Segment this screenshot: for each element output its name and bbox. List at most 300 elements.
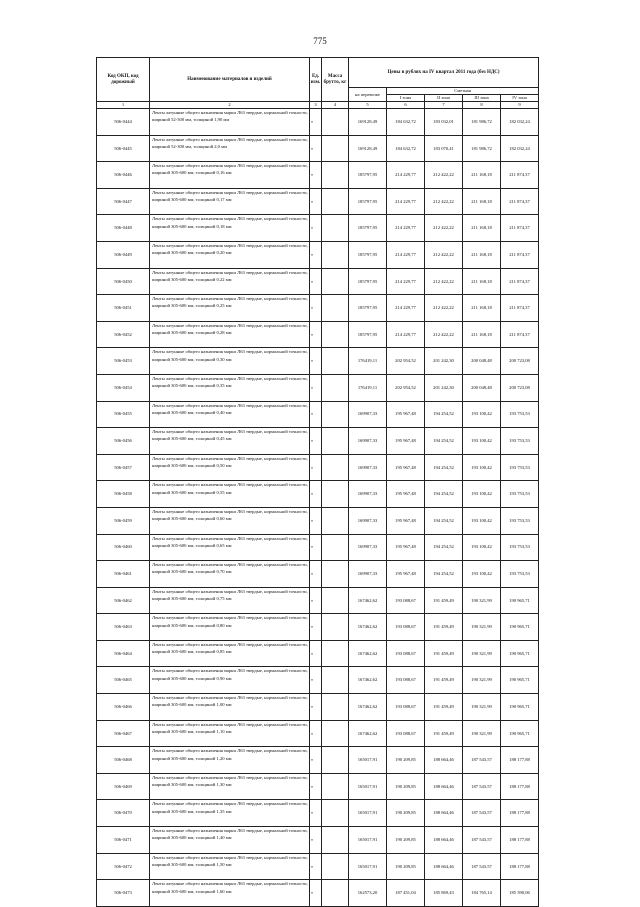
row-zone-1-price: 195 967,48 (387, 401, 425, 428)
row-mass (322, 880, 349, 907)
table-row (97, 454, 539, 481)
row-zone-3-price: 190 321,99 (463, 694, 501, 721)
row-name: Ленты латунные общего назначения марки Л63 твердые, нормальной точности, шириной 305-600 мм, толщиной 0,17 мм (150, 188, 310, 215)
row-zone-3-price: 187 543,57 (463, 853, 501, 880)
row-zone-2-price: 191 459,49 (425, 720, 463, 747)
table-row (97, 135, 539, 162)
row-mass (322, 800, 349, 827)
row-base-price: 165017,91 (349, 827, 387, 854)
row-zone-3-price: 187 543,57 (463, 827, 501, 854)
row-code: 506-0446 (97, 162, 150, 189)
row-code: 506-0449 (97, 241, 150, 268)
row-code: 506-0464 (97, 640, 150, 667)
row-unit: т (310, 188, 322, 215)
row-name: Ленты латунные общего назначения марки Л63 твердые, нормальной точности, шириной 305-600 мм, толщиной 0,20 мм (150, 241, 310, 268)
row-zone-2-price: 191 459,49 (425, 694, 463, 721)
row-zone-1-price: 214 229,77 (387, 215, 425, 242)
row-name: Ленты латунные общего назначения марки Л63 твердые, нормальной точности, шириной 305-600 мм, толщиной 0,55 мм (150, 481, 310, 508)
row-zone-4-price: 200 723,08 (501, 374, 539, 401)
row-name: Ленты латунные общего назначения марки Л63 твердые, нормальной точности, шириной 305-600 мм, толщиной 0,50 мм (150, 454, 310, 481)
table-row (97, 507, 539, 534)
column-number: 5 (349, 102, 387, 109)
row-name: Ленты латунные общего назначения марки Л63 твердые, нормальной точности, шириной 305-600 мм, толщиной 0,28 мм (150, 321, 310, 348)
row-zone-2-price: 212 422,22 (425, 268, 463, 295)
table-row (97, 374, 539, 401)
row-zone-1-price: 195 967,48 (387, 454, 425, 481)
row-zone-4-price: 193 753,53 (501, 534, 539, 561)
row-name: Ленты латунные общего назначения марки Л63 твердые, нормальной точности, шириной 305-600 мм, толщиной 0,85 мм (150, 640, 310, 667)
row-base-price: 176419,11 (349, 374, 387, 401)
row-zone-1-price: 195 967,48 (387, 534, 425, 561)
row-unit: т (310, 268, 322, 295)
header-price-group: Цены в рублях на IV квартал 2011 года (без НДС) (349, 58, 539, 88)
row-base-price: 165017,91 (349, 800, 387, 827)
row-base-price: 169128,49 (349, 135, 387, 162)
row-zone-4-price: 188 177,88 (501, 800, 539, 827)
row-zone-2-price: 185 869,43 (425, 880, 463, 907)
row-name: Ленты латунные общего назначения марки Л63 твердые, нормальной точности, шириной 305-600 мм, толщиной 1,40 мм (150, 827, 310, 854)
row-zone-4-price: 193 753,53 (501, 428, 539, 455)
row-name: Ленты латунные общего назначения марки Л63 твердые, нормальной точности, шириной 305-600 мм, толщиной 0,65 мм (150, 534, 310, 561)
row-zone-2-price: 194 254,52 (425, 561, 463, 588)
row-mass (322, 720, 349, 747)
row-name: Ленты латунные общего назначения марки Л63 твердые, нормальной точности, шириной 305-600 мм, толщиной 0,16 мм (150, 162, 310, 189)
table-row (97, 534, 539, 561)
column-number: 6 (387, 102, 425, 109)
column-number: 3 (310, 102, 322, 109)
row-zone-3-price: 211 168,18 (463, 188, 501, 215)
row-unit: т (310, 507, 322, 534)
row-unit: т (310, 694, 322, 721)
row-code: 506-0455 (97, 401, 150, 428)
row-zone-1-price: 195 967,48 (387, 428, 425, 455)
table-row (97, 321, 539, 348)
row-mass (322, 534, 349, 561)
row-zone-2-price: 188 664,46 (425, 773, 463, 800)
row-name: Ленты латунные общего назначения марки Л63 твердые, нормальной точности, шириной 305-600 мм, толщиной 0,90 мм (150, 667, 310, 694)
row-name: Ленты латунные общего назначения марки Л63 твердые, нормальной точности, шириной 305-600 мм, толщиной 1,20 мм (150, 747, 310, 774)
table-row (97, 295, 539, 322)
row-zone-2-price: 188 664,46 (425, 827, 463, 854)
row-zone-3-price: 181 986,72 (463, 109, 501, 136)
row-zone-4-price: 190 965,71 (501, 640, 539, 667)
row-code: 506-0456 (97, 428, 150, 455)
column-number: 7 (425, 102, 463, 109)
row-unit: т (310, 321, 322, 348)
row-mass (322, 162, 349, 189)
row-zone-3-price: 193 100,42 (463, 428, 501, 455)
row-zone-3-price: 211 168,18 (463, 295, 501, 322)
row-zone-3-price: 211 168,18 (463, 215, 501, 242)
price-table (96, 57, 539, 907)
row-zone-2-price: 191 459,49 (425, 587, 463, 614)
row-zone-2-price: 201 242,30 (425, 348, 463, 375)
row-mass (322, 481, 349, 508)
table-row (97, 401, 539, 428)
table-row (97, 827, 539, 854)
row-name: Ленты латунные общего назначения марки Л63 твердые, нормальной точности, шириной 305-600 мм, толщиной 0,40 мм (150, 401, 310, 428)
row-zone-1-price: 190 209,85 (387, 853, 425, 880)
row-name: Ленты латунные общего назначения марки Л63 твердые, нормальной точности, шириной 305-600 мм, толщиной 0,30 мм (150, 348, 310, 375)
row-code: 506-0466 (97, 694, 150, 721)
row-mass (322, 295, 349, 322)
row-zone-4-price: 190 965,71 (501, 614, 539, 641)
table-row (97, 773, 539, 800)
row-zone-2-price: 201 242,30 (425, 374, 463, 401)
row-zone-3-price: 190 321,99 (463, 720, 501, 747)
table-row (97, 162, 539, 189)
row-zone-3-price: 190 321,99 (463, 614, 501, 641)
row-zone-2-price: 191 459,49 (425, 640, 463, 667)
row-base-price: 167462,62 (349, 720, 387, 747)
row-zone-2-price: 212 422,22 (425, 321, 463, 348)
column-number: 2 (150, 102, 310, 109)
row-zone-3-price: 187 543,57 (463, 800, 501, 827)
row-zone-2-price: 194 254,52 (425, 534, 463, 561)
table-row (97, 481, 539, 508)
row-unit: т (310, 374, 322, 401)
row-code: 506-0457 (97, 454, 150, 481)
row-code: 506-0471 (97, 827, 150, 854)
row-zone-3-price: 211 168,18 (463, 162, 501, 189)
row-code: 506-0448 (97, 215, 150, 242)
table-row (97, 694, 539, 721)
row-mass (322, 561, 349, 588)
row-mass (322, 215, 349, 242)
row-mass (322, 188, 349, 215)
row-name: Ленты латунные общего назначения марки Л63 твердые, нормальной точности, шириной 305-600 мм, толщиной 1,00 мм (150, 694, 310, 721)
header-zone-3: III зона (463, 95, 501, 102)
row-zone-3-price: 190 321,99 (463, 667, 501, 694)
row-name: Ленты латунные общего назначения марки Л63 твердые, нормальной точности, шириной 52-300 мм, толщиной 1,90 мм (150, 109, 310, 136)
row-name: Ленты латунные общего назначения марки Л63 твердые, нормальной точности, шириной 305-600 мм, толщиной 0,35 мм (150, 374, 310, 401)
row-base-price: 169907,33 (349, 481, 387, 508)
row-unit: т (310, 667, 322, 694)
row-zone-4-price: 188 177,88 (501, 747, 539, 774)
row-zone-1-price: 190 209,85 (387, 827, 425, 854)
row-zone-1-price: 193 088,67 (387, 614, 425, 641)
table-body (97, 109, 539, 907)
table-row (97, 667, 539, 694)
row-code: 506-0453 (97, 348, 150, 375)
row-code: 506-0468 (97, 747, 150, 774)
row-code: 506-0463 (97, 614, 150, 641)
row-zone-4-price: 211 874,37 (501, 295, 539, 322)
row-name: Ленты латунные общего назначения марки Л63 твердые, нормальной точности, шириной 305-600 мм, толщиной 1,30 мм (150, 773, 310, 800)
row-code: 506-0469 (97, 773, 150, 800)
row-code: 506-0459 (97, 507, 150, 534)
row-zone-1-price: 202 954,52 (387, 374, 425, 401)
row-mass (322, 827, 349, 854)
row-zone-4-price: 211 874,37 (501, 188, 539, 215)
header-code: Код ОКП, код дорожный (97, 58, 150, 102)
row-code: 506-0458 (97, 481, 150, 508)
row-zone-1-price: 193 088,67 (387, 720, 425, 747)
row-zone-2-price: 188 664,46 (425, 853, 463, 880)
row-unit: т (310, 428, 322, 455)
row-zone-3-price: 193 100,42 (463, 481, 501, 508)
row-zone-4-price: 211 874,37 (501, 215, 539, 242)
row-zone-1-price: 195 967,48 (387, 561, 425, 588)
row-name: Ленты латунные общего назначения марки Л63 твердые, нормальной точности, шириной 305-600 мм, толщиной 1,35 мм (150, 800, 310, 827)
row-code: 506-0444 (97, 109, 150, 136)
row-unit: т (310, 109, 322, 136)
row-code: 506-0461 (97, 561, 150, 588)
row-zone-1-price: 214 229,77 (387, 295, 425, 322)
table-row (97, 720, 539, 747)
row-name: Ленты латунные общего назначения марки Л63 твердые, нормальной точности, шириной 305-600 мм, толщиной 0,22 мм (150, 268, 310, 295)
row-zone-3-price: 200 048,48 (463, 348, 501, 375)
table-row (97, 880, 539, 907)
row-name: Ленты латунные общего назначения марки Л63 твердые, нормальной точности, шириной 52-300 мм, толщиной 2,0 мм (150, 135, 310, 162)
row-name: Ленты латунные общего назначения марки Л63 твердые, нормальной точности, шириной 305-600 мм, толщиной 0,60 мм (150, 507, 310, 534)
row-zone-4-price: 190 965,71 (501, 667, 539, 694)
row-zone-1-price: 214 229,77 (387, 321, 425, 348)
header-zone-1: I зона (387, 95, 425, 102)
row-base-price: 165017,91 (349, 853, 387, 880)
row-unit: т (310, 853, 322, 880)
row-unit: т (310, 587, 322, 614)
row-base-price: 169907,33 (349, 507, 387, 534)
row-zone-4-price: 211 874,37 (501, 241, 539, 268)
row-zone-1-price: 195 967,48 (387, 481, 425, 508)
row-zone-4-price: 193 753,53 (501, 454, 539, 481)
table-row (97, 428, 539, 455)
row-zone-1-price: 184 632,72 (387, 109, 425, 136)
row-zone-2-price: 191 459,49 (425, 667, 463, 694)
row-base-price: 165017,91 (349, 747, 387, 774)
row-zone-1-price: 214 229,77 (387, 188, 425, 215)
row-code: 506-0465 (97, 667, 150, 694)
row-base-price: 185797,95 (349, 188, 387, 215)
row-zone-2-price: 212 422,22 (425, 241, 463, 268)
row-base-price: 167462,62 (349, 640, 387, 667)
column-number-row (97, 102, 539, 109)
row-zone-4-price: 190 965,71 (501, 694, 539, 721)
row-zone-1-price: 190 209,85 (387, 773, 425, 800)
row-base-price: 185797,95 (349, 295, 387, 322)
table-row (97, 109, 539, 136)
row-unit: т (310, 241, 322, 268)
row-base-price: 169907,33 (349, 454, 387, 481)
row-zone-2-price: 212 422,22 (425, 215, 463, 242)
header-base: на перевозке (349, 88, 387, 102)
row-zone-1-price: 193 088,67 (387, 694, 425, 721)
row-mass (322, 773, 349, 800)
row-mass (322, 614, 349, 641)
row-base-price: 185797,95 (349, 215, 387, 242)
header-name: Наименование материалов и изделий (150, 58, 310, 102)
header-unit: Ед. изм. (310, 58, 322, 102)
row-unit: т (310, 348, 322, 375)
row-code: 506-0472 (97, 853, 150, 880)
row-zone-3-price: 193 100,42 (463, 507, 501, 534)
row-zone-4-price: 193 753,53 (501, 507, 539, 534)
row-zone-1-price: 202 954,52 (387, 348, 425, 375)
row-mass (322, 507, 349, 534)
row-unit: т (310, 640, 322, 667)
row-zone-2-price: 194 254,52 (425, 481, 463, 508)
row-zone-4-price: 188 177,88 (501, 827, 539, 854)
row-code: 506-0452 (97, 321, 150, 348)
row-base-price: 185797,95 (349, 162, 387, 189)
row-zone-3-price: 187 543,57 (463, 747, 501, 774)
row-code: 506-0450 (97, 268, 150, 295)
row-zone-1-price: 193 088,67 (387, 667, 425, 694)
row-unit: т (310, 880, 322, 907)
row-zone-3-price: 193 100,42 (463, 561, 501, 588)
row-code: 506-0447 (97, 188, 150, 215)
row-code: 506-0460 (97, 534, 150, 561)
row-name: Ленты латунные общего назначения марки Л63 твердые, нормальной точности, шириной 305-600 мм, толщиной 0,70 мм (150, 561, 310, 588)
row-zone-4-price: 193 753,53 (501, 481, 539, 508)
row-zone-2-price: 188 664,46 (425, 747, 463, 774)
row-mass (322, 268, 349, 295)
page-number: 775 (313, 36, 327, 46)
row-code: 506-0454 (97, 374, 150, 401)
row-zone-1-price: 193 088,67 (387, 587, 425, 614)
row-zone-1-price: 214 229,77 (387, 268, 425, 295)
row-zone-3-price: 211 168,18 (463, 268, 501, 295)
row-unit: т (310, 614, 322, 641)
row-zone-4-price: 182 032,24 (501, 135, 539, 162)
row-code: 506-0470 (97, 800, 150, 827)
row-unit: т (310, 481, 322, 508)
row-zone-2-price: 194 254,52 (425, 507, 463, 534)
row-base-price: 162573,20 (349, 880, 387, 907)
row-zone-4-price: 211 874,37 (501, 162, 539, 189)
row-zone-3-price: 181 986,72 (463, 135, 501, 162)
row-mass (322, 401, 349, 428)
table-header (97, 58, 539, 109)
row-name: Ленты латунные общего назначения марки Л63 твердые, нормальной точности, шириной 305-600 мм, толщиной 0,80 мм (150, 614, 310, 641)
column-number: 8 (463, 102, 501, 109)
table-row (97, 800, 539, 827)
header-mass: Масса брутто, кг (322, 58, 349, 102)
table-row (97, 561, 539, 588)
row-zone-3-price: 211 168,18 (463, 321, 501, 348)
row-unit: т (310, 720, 322, 747)
row-zone-3-price: 190 321,99 (463, 640, 501, 667)
row-base-price: 169907,33 (349, 534, 387, 561)
row-name: Ленты латунные общего назначения марки Л63 твердые, нормальной точности, шириной 305-600 мм, толщиной 1,10 мм (150, 720, 310, 747)
header-zone-4: IV зона (501, 95, 539, 102)
row-zone-4-price: 193 753,53 (501, 561, 539, 588)
row-zone-2-price: 194 254,52 (425, 401, 463, 428)
row-base-price: 169907,33 (349, 428, 387, 455)
row-zone-2-price: 183 032,01 (425, 109, 463, 136)
row-unit: т (310, 800, 322, 827)
row-zone-3-price: 211 168,18 (463, 241, 501, 268)
header-zone-2: II зона (425, 95, 463, 102)
row-unit: т (310, 215, 322, 242)
row-code: 506-0473 (97, 880, 150, 907)
row-zone-4-price: 193 753,53 (501, 401, 539, 428)
row-base-price: 176419,11 (349, 348, 387, 375)
column-number: 4 (322, 102, 349, 109)
row-base-price: 167462,62 (349, 614, 387, 641)
row-mass (322, 241, 349, 268)
column-number: 9 (501, 102, 539, 109)
row-base-price: 185797,95 (349, 241, 387, 268)
row-name: Ленты латунные общего назначения марки Л63 твердые, нормальной точности, шириной 305-600 мм, толщиной 0,75 мм (150, 587, 310, 614)
row-base-price: 169907,33 (349, 561, 387, 588)
table-row (97, 215, 539, 242)
row-base-price: 167462,62 (349, 694, 387, 721)
row-zone-4-price: 190 965,71 (501, 587, 539, 614)
row-zone-2-price: 212 422,22 (425, 295, 463, 322)
row-unit: т (310, 747, 322, 774)
row-mass (322, 135, 349, 162)
row-zone-2-price: 191 459,49 (425, 614, 463, 641)
row-zone-2-price: 194 254,52 (425, 428, 463, 455)
row-zone-4-price: 211 874,37 (501, 268, 539, 295)
row-mass (322, 853, 349, 880)
row-base-price: 169907,33 (349, 401, 387, 428)
row-zone-3-price: 200 048,48 (463, 374, 501, 401)
row-zone-3-price: 193 100,42 (463, 534, 501, 561)
row-zone-1-price: 193 088,67 (387, 640, 425, 667)
row-zone-4-price: 200 723,08 (501, 348, 539, 375)
row-mass (322, 321, 349, 348)
row-zone-2-price: 212 422,22 (425, 188, 463, 215)
row-mass (322, 747, 349, 774)
row-zone-1-price: 184 632,72 (387, 135, 425, 162)
row-name: Ленты латунные общего назначения марки Л63 твердые, нормальной точности, шириной 305-600 мм, толщиной 1,50 мм (150, 853, 310, 880)
row-zone-1-price: 214 229,77 (387, 162, 425, 189)
row-mass (322, 587, 349, 614)
row-base-price: 185797,95 (349, 268, 387, 295)
row-zone-3-price: 190 321,99 (463, 587, 501, 614)
row-zone-4-price: 188 177,88 (501, 853, 539, 880)
table-row (97, 747, 539, 774)
row-name: Ленты латунные общего назначения марки Л63 твердые, нормальной точности, шириной 305-600 мм, толщиной 0,18 мм (150, 215, 310, 242)
table-row (97, 614, 539, 641)
row-zone-1-price: 190 209,85 (387, 747, 425, 774)
row-unit: т (310, 401, 322, 428)
row-code: 506-0445 (97, 135, 150, 162)
row-name: Ленты латунные общего назначения марки Л63 твердые, нормальной точности, шириной 305-600 мм, толщиной 0,25 мм (150, 295, 310, 322)
row-mass (322, 667, 349, 694)
row-zone-2-price: 194 254,52 (425, 454, 463, 481)
row-unit: т (310, 534, 322, 561)
row-unit: т (310, 561, 322, 588)
table-row (97, 188, 539, 215)
table-row (97, 268, 539, 295)
row-zone-3-price: 193 100,42 (463, 401, 501, 428)
row-zone-2-price: 212 422,22 (425, 162, 463, 189)
row-unit: т (310, 295, 322, 322)
row-code: 506-0467 (97, 720, 150, 747)
row-base-price: 167462,62 (349, 667, 387, 694)
row-mass (322, 640, 349, 667)
row-mass (322, 694, 349, 721)
row-code: 506-0451 (97, 295, 150, 322)
row-zone-3-price: 193 100,42 (463, 454, 501, 481)
row-zone-1-price: 195 967,48 (387, 507, 425, 534)
row-base-price: 185797,95 (349, 321, 387, 348)
row-zone-2-price: 183 070,41 (425, 135, 463, 162)
column-number: 1 (97, 102, 150, 109)
row-zone-4-price: 211 874,37 (501, 321, 539, 348)
row-base-price: 167462,62 (349, 587, 387, 614)
table-row (97, 587, 539, 614)
row-mass (322, 428, 349, 455)
table-row (97, 640, 539, 667)
row-name: Ленты латунные общего назначения марки Л63 твердые, нормальной точности, шириной 305-600 мм, толщиной 1,60 мм (150, 880, 310, 907)
row-base-price: 165017,91 (349, 773, 387, 800)
row-zone-2-price: 188 664,46 (425, 800, 463, 827)
